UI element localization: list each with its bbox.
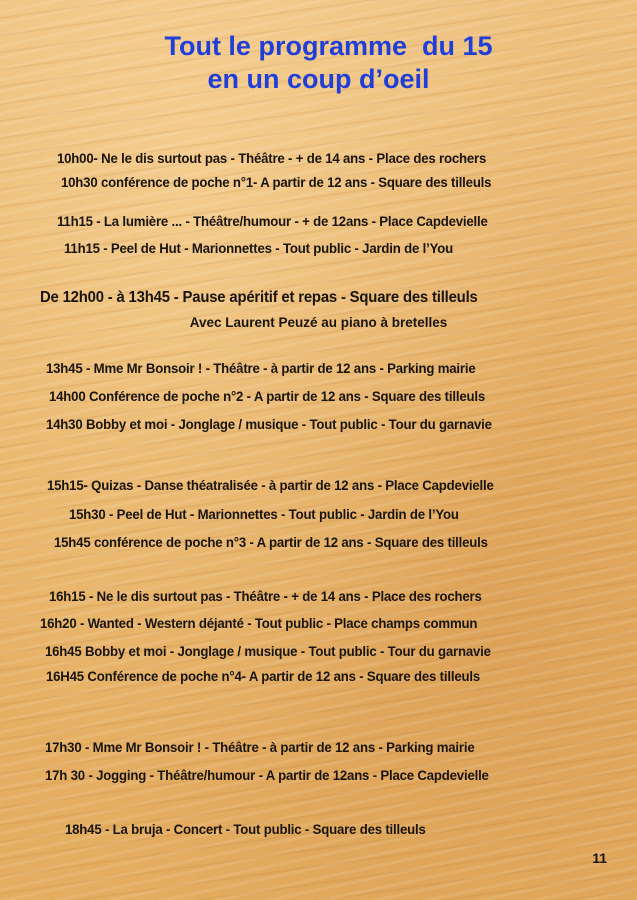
- schedule-entry-1430-bobby: 14h30 Bobby et moi - Jonglage / musique - Tout public - Tour du garnavie: [46, 417, 492, 433]
- schedule-entry-1400-conference: 14h00 Conférence de poche n°2 - A partir de 12 ans - Square des tilleuls: [49, 389, 485, 405]
- schedule-entry-1730-jogging: 17h 30 - Jogging - Théâtre/humour - A partir de 12ans - Place Capdevielle: [45, 768, 489, 784]
- schedule-entry-pause: De 12h00 - à 13h45 - Pause apéritif et repas - Square des tilleuls: [40, 289, 478, 306]
- schedule-entry-1115-lumiere: 11h15 - La lumière ... - Théâtre/humour - + de 12ans - Place Capdevielle: [57, 214, 488, 230]
- pause-note: Avec Laurent Peuzé au piano à bretelles: [189, 315, 448, 330]
- schedule-entry-1645-bobby: 16h45 Bobby et moi - Jonglage / musique - Tout public - Tour du garnavie: [45, 644, 491, 660]
- schedule-entry-1545-conference: 15h45 conférence de poche n°3 - A partir de 12 ans - Square des tilleuls: [54, 535, 488, 551]
- schedule-entry-1620-wanted: 16h20 - Wanted - Western déjanté - Tout public - Place champs commun: [40, 616, 478, 632]
- schedule-entry-1530-peel: 15h30 - Peel de Hut - Marionnettes - Tout public - Jardin de l’You: [69, 507, 459, 523]
- schedule-entry-1115-peel: 11h15 - Peel de Hut - Marionnettes - Tout public - Jardin de l’You: [64, 241, 453, 257]
- schedule-entry-1000-rochers: 10h00- Ne le dis surtout pas - Théâtre - + de 14 ans - Place des rochers: [57, 151, 487, 167]
- schedule-entry-1730-bonsoir: 17h30 - Mme Mr Bonsoir ! - Théâtre - à partir de 12 ans - Parking mairie: [45, 740, 475, 756]
- schedule-entry-1645-conference: 16H45 Conférence de poche n°4- A partir de 12 ans - Square des tilleuls: [46, 669, 480, 685]
- schedule-entry-1515-quizas: 15h15- Quizas - Danse théatralisée - à partir de 12 ans - Place Capdevielle: [47, 478, 494, 494]
- schedule-entry-1345-bonsoir: 13h45 - Mme Mr Bonsoir ! - Théâtre - à partir de 12 ans - Parking mairie: [46, 361, 476, 377]
- schedule-entry-1030-conference: 10h30 conférence de poche n°1- A partir de 12 ans - Square des tilleuls: [61, 175, 492, 191]
- page-number: 11: [592, 850, 607, 866]
- schedule-entry-1845-bruja: 18h45 - La bruja - Concert - Tout public - Square des tilleuls: [65, 822, 426, 838]
- page-title: [0, 30, 637, 96]
- schedule-entry-1615-rochers: 16h15 - Ne le dis surtout pas - Théâtre - + de 14 ans - Place des rochers: [49, 589, 482, 605]
- title-line-1: Tout le programme du 15: [164, 31, 493, 61]
- title-line-2: en un coup d’oeil: [207, 64, 430, 94]
